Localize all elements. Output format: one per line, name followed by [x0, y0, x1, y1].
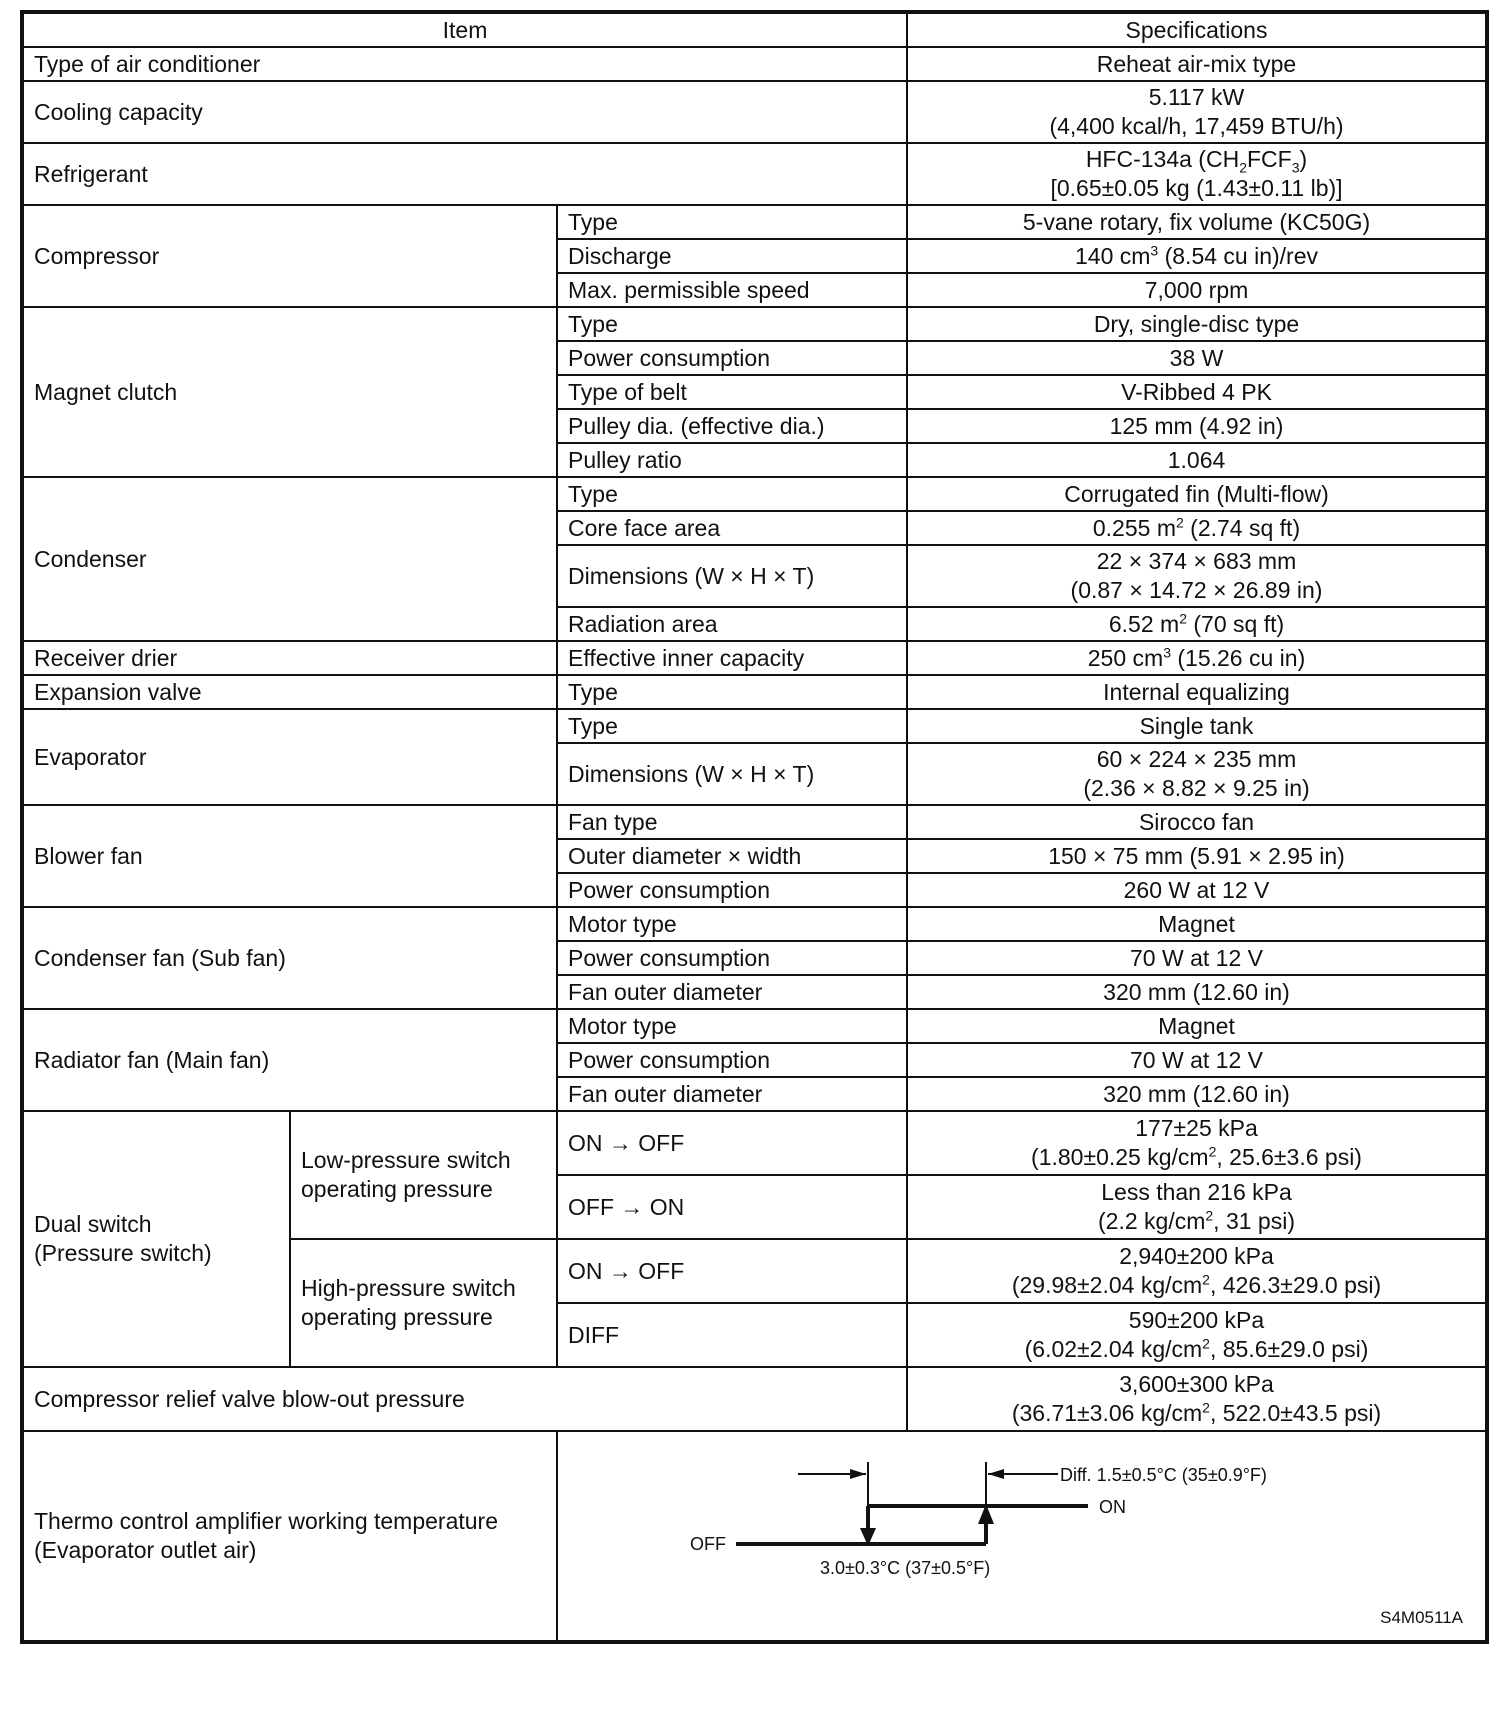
condenser-fan-param: Power consumption [557, 941, 907, 975]
magnet-clutch-param: Type of belt [557, 375, 907, 409]
blower-fan-value: 260 W at 12 V [907, 873, 1487, 907]
blower-fan-param: Outer diameter × width [557, 839, 907, 873]
receiver-drier-label: Receiver drier [22, 641, 557, 675]
diff-arrowhead-right [988, 1469, 1004, 1479]
row-evaporator [22, 709, 1487, 743]
radiator-fan-label: Radiator fan (Main fan) [22, 1009, 557, 1111]
row-receiver-drier [22, 641, 1487, 675]
row-expansion-valve [22, 675, 1487, 709]
dual-switch-value: 177±25 kPa (1.80±0.25 $kg/cm^2$, 25.6±3.6 psi) [907, 1111, 1487, 1175]
blower-fan-param: Power consumption [557, 873, 907, 907]
condenser-value: 22 × 374 × 683 mm (0.87 × 14.72 × 26.89 in) [907, 545, 1487, 607]
high-pressure-switch-label: High-pressure switch operating pressure [290, 1239, 557, 1367]
diff-label: Diff. 1.5±0.5°C (35±0.9°F) [1060, 1465, 1267, 1485]
dual-switch-param: DIFF [557, 1303, 907, 1367]
compressor-param: Discharge [557, 239, 907, 273]
thermo-diagram-cell [557, 1431, 1487, 1642]
dual-switch-param: ON → OFF [557, 1111, 907, 1175]
dual-switch-label: Dual switch (Pressure switch) [22, 1111, 290, 1367]
evaporator-param: Type [557, 709, 907, 743]
row-blower-fan [22, 805, 1487, 839]
condenser-value: 0.255 $m^2$ (2.74 sq ft) [907, 511, 1487, 545]
radiator-fan-param: Motor type [557, 1009, 907, 1043]
thermo-hysteresis-diagram [558, 1432, 1487, 1640]
evaporator-param: Dimensions (W × H × T) [557, 743, 907, 805]
evaporator-label: Evaporator [22, 709, 557, 805]
row-condenser-fan [22, 907, 1487, 941]
dual-switch-value: Less than 216 kPa (2.2 $kg/cm^2$, 31 psi) [907, 1175, 1487, 1239]
expansion-valve-label: Expansion valve [22, 675, 557, 709]
condenser-param: Core face area [557, 511, 907, 545]
condenser-fan-value: 70 W at 12 V [907, 941, 1487, 975]
row-dual-switch [22, 1111, 1487, 1175]
row-magnet-clutch [22, 307, 1487, 341]
header-specifications: Specifications [907, 12, 1487, 47]
header-item: Item [22, 12, 907, 47]
row-type-of-ac [22, 47, 1487, 81]
magnet-clutch-param: Pulley dia. (effective dia.) [557, 409, 907, 443]
expansion-valve-value: Internal equalizing [907, 675, 1487, 709]
row-condenser [22, 477, 1487, 511]
low-pressure-switch-label: Low-pressure switch operating pressure [290, 1111, 557, 1239]
compressor-value: 7,000 rpm [907, 273, 1487, 307]
blower-fan-value: 150 × 75 mm (5.91 × 2.95 in) [907, 839, 1487, 873]
magnet-clutch-param: Power consumption [557, 341, 907, 375]
magnet-clutch-value: 38 W [907, 341, 1487, 375]
condenser-param: Radiation area [557, 607, 907, 641]
figure-id: S4M0511A [1380, 1608, 1463, 1627]
condenser-fan-label: Condenser fan (Sub fan) [22, 907, 557, 1009]
row-compressor-type [22, 205, 1487, 239]
row-cooling-capacity [22, 81, 1487, 143]
evaporator-value: 60 × 224 × 235 mm (2.36 × 8.82 × 9.25 in) [907, 743, 1487, 805]
dual-switch-param: OFF → ON [557, 1175, 907, 1239]
radiator-fan-value: 320 mm (12.60 in) [907, 1077, 1487, 1111]
radiator-fan-param: Power consumption [557, 1043, 907, 1077]
refrigerant-label: Refrigerant [22, 143, 907, 205]
condenser-param: Type [557, 477, 907, 511]
condenser-label: Condenser [22, 477, 557, 641]
blower-fan-param: Fan type [557, 805, 907, 839]
cooling-capacity-value [907, 81, 1487, 143]
blower-fan-value: Sirocco fan [907, 805, 1487, 839]
receiver-drier-param: Effective inner capacity [557, 641, 907, 675]
row-thermo-control [22, 1431, 1487, 1642]
cooling-capacity-line1: 5.117 kW [1148, 84, 1245, 110]
radiator-fan-value: Magnet [907, 1009, 1487, 1043]
condenser-fan-param: Fan outer diameter [557, 975, 907, 1009]
refrigerant-line2: [0.65±0.05 kg (1.43±0.11 lb)] [1050, 175, 1343, 201]
condenser-fan-value: 320 mm (12.60 in) [907, 975, 1487, 1009]
compressor-label: Compressor [22, 205, 557, 307]
magnet-clutch-value: V-Ribbed 4 PK [907, 375, 1487, 409]
expansion-valve-param: Type [557, 675, 907, 709]
row-refrigerant [22, 143, 1487, 205]
radiator-fan-value: 70 W at 12 V [907, 1043, 1487, 1077]
thermo-control-label: Thermo control amplifier working temperature (Evaporator outlet air) [22, 1431, 557, 1642]
cooling-capacity-label: Cooling capacity [22, 81, 907, 143]
magnet-clutch-value: 125 mm (4.92 in) [907, 409, 1487, 443]
on-label: ON [1099, 1497, 1126, 1517]
type-of-ac-value: Reheat air-mix type [907, 47, 1487, 81]
magnet-clutch-value: Dry, single-disc type [907, 307, 1487, 341]
header-row [22, 12, 1487, 47]
row-relief-valve [22, 1367, 1487, 1431]
row-radiator-fan [22, 1009, 1487, 1043]
diff-arrowhead-left [850, 1469, 866, 1479]
cooling-capacity-line2: (4,400 kcal/h, 17,459 BTU/h) [1049, 113, 1344, 139]
condenser-fan-value: Magnet [907, 907, 1487, 941]
dual-switch-value: 2,940±200 kPa (29.98±2.04 $kg/cm^2$, 426.3±29.0 psi) [907, 1239, 1487, 1303]
condenser-fan-param: Motor type [557, 907, 907, 941]
temp-label: 3.0±0.3°C (37±0.5°F) [820, 1558, 991, 1578]
magnet-clutch-param: Pulley ratio [557, 443, 907, 477]
blower-fan-label: Blower fan [22, 805, 557, 907]
evaporator-value: Single tank [907, 709, 1487, 743]
compressor-value: 5-vane rotary, fix volume (KC50G) [907, 205, 1487, 239]
compressor-param: Max. permissible speed [557, 273, 907, 307]
relief-valve-label: Compressor relief valve blow-out pressure [22, 1367, 907, 1431]
relief-valve-value: 3,600±300 kPa (36.71±3.06 $kg/cm^2$, 522.0±43.5 psi) [907, 1367, 1487, 1431]
condenser-param: Dimensions (W × H × T) [557, 545, 907, 607]
off-label: OFF [690, 1534, 726, 1554]
condenser-value: Corrugated fin (Multi-flow) [907, 477, 1487, 511]
magnet-clutch-label: Magnet clutch [22, 307, 557, 477]
refrigerant-line1: HFC-134a $(CH_2FCF_3)$ [1085, 146, 1308, 176]
type-of-ac-label: Type of air conditioner [22, 47, 907, 81]
compressor-param: Type [557, 205, 907, 239]
specifications-table [20, 10, 1489, 1644]
dual-switch-param: ON → OFF [557, 1239, 907, 1303]
compressor-value: 140 $cm^3$ (8.54 cu in)/rev [907, 239, 1487, 273]
condenser-value: 6.52 $m^2$ (70 sq ft) [907, 607, 1487, 641]
refrigerant-value [907, 143, 1487, 205]
magnet-clutch-value: 1.064 [907, 443, 1487, 477]
magnet-clutch-param: Type [557, 307, 907, 341]
radiator-fan-param: Fan outer diameter [557, 1077, 907, 1111]
receiver-drier-value: 250 $cm^3$ (15.26 cu in) [907, 641, 1487, 675]
dual-switch-value: 590±200 kPa (6.02±2.04 $kg/cm^2$, 85.6±29.0 psi) [907, 1303, 1487, 1367]
